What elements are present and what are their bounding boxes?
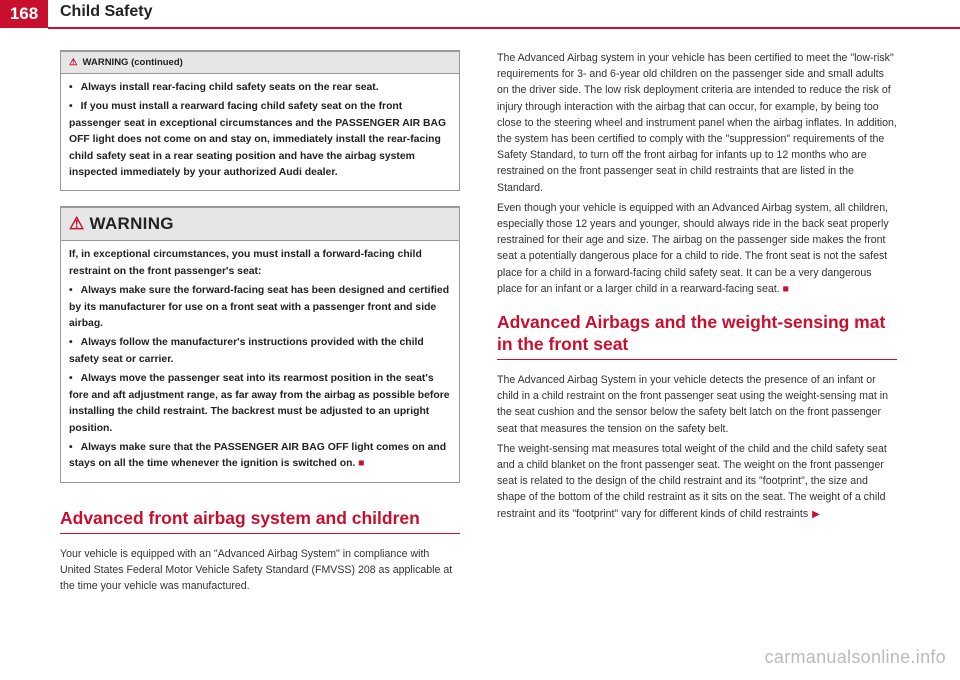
- warning-item-text: Always make sure that the PASSENGER AIR BAG OFF light comes on and stays on all the time whenever the ignition is switched on.: [69, 441, 447, 470]
- watermark: carmanualsonline.info: [764, 647, 946, 667]
- continue-arrow-icon: ▶: [812, 508, 820, 520]
- section-rule: [60, 533, 460, 534]
- warning-item: [69, 440, 451, 473]
- warning-item: • Always make sure the forward-facing seat has been designed and certified by its manufacturer for use on a front seat with a passenger front and side airbag.: [69, 283, 451, 332]
- section-title: Advanced front airbag system and children: [60, 507, 420, 528]
- page-number: 168: [0, 0, 48, 28]
- body-paragraph: The Advanced Airbag System in your vehicle detects the presence of an infant or child in a child restraint on the front passenger seat using the weight-sensing mat in the seat cushion and the sensor below the safety belt latch on the front passenger seat that measures the tension on the safety belt.: [497, 374, 889, 435]
- warning-item: • Always install rear-facing child safety seats on the rear seat.: [69, 80, 451, 96]
- end-square-icon: ■: [358, 458, 365, 470]
- warning-continued-title: WARNING (continued): [82, 57, 183, 68]
- section-rule: [497, 359, 897, 360]
- page-header: [0, 0, 960, 40]
- header-rule: [48, 27, 960, 29]
- section-advanced-front-airbag: [60, 507, 460, 595]
- warning-triangle-icon: ⚠: [69, 57, 78, 68]
- warning-continued-box: [60, 50, 460, 191]
- section-title: Advanced Airbags and the weight-sensing mat in the front seat: [497, 312, 886, 355]
- warning-intro: If, in exceptional circumstances, you must install a forward-facing child restraint on the front passenger's seat:: [69, 249, 422, 277]
- end-square-icon: ■: [782, 282, 790, 295]
- warning-continued-header: [61, 52, 459, 74]
- body-paragraph: Your vehicle is equipped with an "Advanced Airbag System" in compliance with United States Federal Motor Vehicle Safety Standard (FMVSS) 208 as applicable at the time your vehicle was manufactured.: [60, 547, 453, 593]
- warning-body: [61, 241, 459, 481]
- warning-title: WARNING: [89, 214, 174, 234]
- body-paragraph-text: Even though your vehicle is equipped with an Advanced Airbag system, all children, especially those 12 years and younger, should always ride in the back seat properly restrained for their age and size. The airbag on the passenger side makes the front seat a potentially dangerous place for a child to ride. The front seat is not the safest place for a child in a forward-facing child safety seat. It can be a very dangerous place for an infant or a larger child in a rearward-facing seat.: [497, 201, 889, 295]
- warning-triangle-icon: ⚠: [69, 214, 85, 234]
- body-paragraph-text: The weight-sensing mat measures total weight of the child and the child safety seat and a child blanket on the front passenger seat. The weight on the front passenger seat is related to the design of the child restraint and its "footprint", the size and shape of the bottom of the child restraint as it sits on the seat. The weight of a child restraint and its "footprint" vary for different kinds of child restraints: [497, 442, 887, 520]
- warning-continued-body: [61, 74, 459, 190]
- body-paragraph: The Advanced Airbag system in your vehicle has been certified to meet the "low-risk" requirements for 3- and 6-year old children on the passenger side and small adults on the driver side. The low risk deployment criteria are intended to reduce the risk of injury through interaction with the airbag that can occur, for example, by being too close to the steering wheel and instrument panel when the airbag inflates. In addition, the system has been certified to comply with the "suppression" requirements of the Safety Standard, to turn off the front airbag for infants up to 12 months who are restrained on the front passenger seat in child restraints that are listed in the Standard.: [497, 52, 897, 194]
- right-column: [497, 50, 897, 527]
- warning-box: [60, 206, 460, 482]
- warning-header: [61, 208, 459, 241]
- warning-item: • If you must install a rearward facing child safety seat on the front passenger seat in exceptional circumstances and the PASSENGER AIR BAG OFF light does not come on and stay on, immediately install the rear-facing child safety seat in a rear seating position and have the airbag system inspected immediately by your authorized Audi dealer.: [69, 99, 451, 181]
- warning-item: • Always follow the manufacturer's instructions provided with the child safety seat or carrier.: [69, 335, 451, 368]
- left-column: [60, 50, 460, 598]
- chapter-title: Child Safety: [60, 3, 153, 20]
- section-weight-sensing-mat: [497, 311, 897, 523]
- body-paragraph: [497, 200, 897, 297]
- body-paragraph: [497, 441, 897, 523]
- warning-item: • Always move the passenger seat into its rearmost position in the seat's fore and aft adjustment range, as far away from the airbag as possible before installing the child restraint. The backrest must be adjusted to an upright position.: [69, 371, 451, 437]
